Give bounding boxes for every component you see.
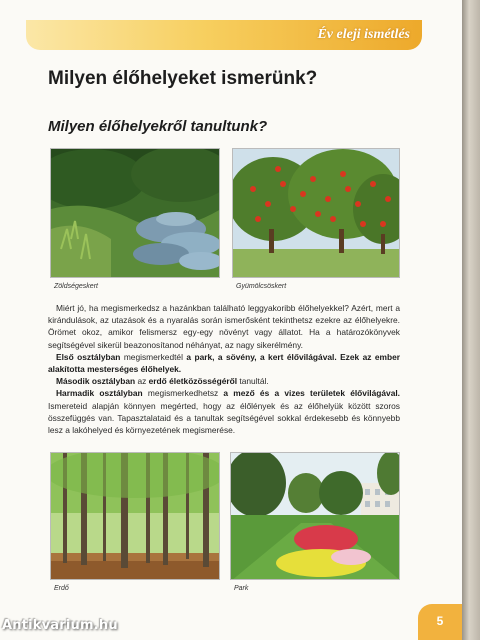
vegetable-garden-image	[51, 149, 220, 278]
park-image	[231, 453, 400, 580]
paragraph-intro: Miért jó, ha megismerkedsz a hazánkban található leggyakoribb élőhelyekkel? Azért, mert a kirándulások, az utazások és a nyaralás során ismerősként tekinthetsz ezekre az élőhelyekre. Örömet okoz, amikor felismersz egy-egy növényt vagy állatot. Ha a határozókönyvek segítségével sikerül beazonosítanod néhányat, az nagy sikerélmény.	[48, 303, 400, 350]
subtitle: Milyen élőhelyekről tanultunk?	[48, 118, 268, 135]
page-title: Milyen élőhelyeket ismerünk?	[48, 68, 318, 89]
orchard-image	[233, 149, 400, 278]
paragraph-third-grade: Harmadik osztályban megismerkedhetsz a mező és a vizes területek élővilágával. Ismereteid alapján könnyen megérted, hogy az élőlények és az élőhelyük között szoros összefüggés van. Tapasztalataid és a tanultak segítségével sokkal érdekesebb és könnyebb lesz a lakóhelyed és környezetének megismerése.	[48, 388, 401, 436]
photo-caption: Park	[234, 585, 249, 592]
photo-caption: Erdő	[54, 585, 69, 592]
paragraph-first-grade: Első osztályban megismerkedtél a park, a sövény, a kert élővilágával. Ezek az ember alakította mesterséges élőhelyek.	[48, 351, 401, 375]
section-header-band	[26, 20, 422, 50]
photo-park	[230, 452, 400, 580]
paragraph-second-grade: Második osztályban az erdő életközösségéről tanultál.	[56, 376, 269, 387]
page-number: 5	[436, 614, 444, 628]
section-label: Év eleji ismétlés	[317, 27, 410, 42]
body-text	[48, 302, 400, 436]
watermark: Antikvarium.hu	[2, 618, 118, 633]
photo-caption: Zöldségeskert	[54, 283, 98, 290]
forest-image	[51, 453, 220, 580]
photo-forest	[50, 452, 220, 580]
page-edge	[462, 0, 480, 640]
photo-caption: Gyümölcsöskert	[236, 283, 287, 290]
photo-orchard	[232, 148, 400, 278]
photo-vegetable-garden	[50, 148, 220, 278]
